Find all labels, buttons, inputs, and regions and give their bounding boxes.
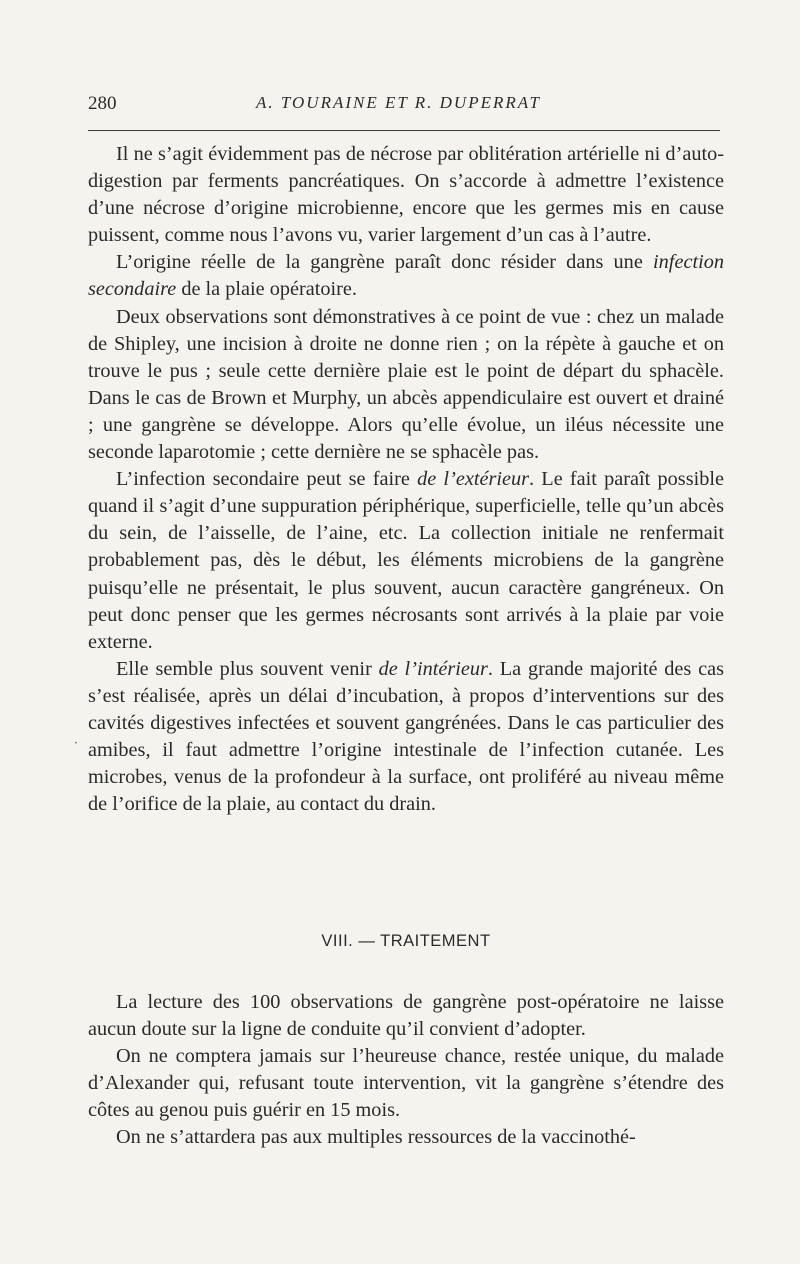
body-text: [88, 141, 724, 818]
paragraph: Elle semble plus souvent venir de l’intérieur. La grande majorité des cas s’est réalisée, après un délai d’incubation, à propos d’interventions sur des cavités digestives infectées et souvent gangrénées. Dans le cas particulier des amibes, il faut admettre l’origine intestinale de l’infection cutanée. Les microbes, venus de la profondeur à la surface, ont proliféré au niveau même de l’orifice de la plaie, au contact du drain.: [88, 657, 725, 816]
margin-mark: ·: [74, 736, 78, 750]
body-text-section-8: [88, 989, 724, 1152]
paragraph: Deux observations sont démonstratives à ce point de vue : chez un malade de Shipley, une incision à droite ne donne rien ; on la répète à gauche et on trouve le pus ; seule cette dernière plaie est le point de départ du sphacèle. Dans le cas de Brown et Murphy, un abcès appendiculaire est ouvert et drainé ; une gangrène se développe. Alors qu’elle évolue, un iléus nécessite une seconde laparotomie ; cette dernière ne se sphacèle pas.: [88, 305, 724, 464]
paragraph: La lecture des 100 observations de gangrène post-opératoire ne laisse aucun doute sur la ligne de conduite qu’il convient d’adopter.: [88, 991, 724, 1041]
page-header: [88, 93, 720, 119]
paragraph: L’infection secondaire peut se faire de l’extérieur. Le fait paraît possible quand il s’agit d’une suppuration périphérique, superficielle, telle qu’un abcès du sein, de l’aisselle, de l’aine, etc. La collection initiale ne renfermait probablement pas, dès le début, les éléments microbiens de la gangrène puisqu’elle ne présentait, le plus souvent, aucun caractère gangréneux. On peut donc penser que les germes nécrosants sont arrivés à la plaie par voie externe.: [88, 468, 724, 653]
paragraph: On ne comptera jamais sur l’heureuse chance, restée unique, du malade d’Alexander qui, refusant toute intervention, vit la gangrène s’étendre des côtes au genou puis guérir en 15 mois.: [88, 1045, 724, 1122]
page-number: 280: [88, 93, 117, 114]
section-heading: VIII. — TRAITEMENT: [321, 932, 491, 950]
running-head: A. TOURAINE ET R. DUPERRAT: [256, 93, 541, 112]
header-rule: [88, 130, 720, 131]
paragraph: Il ne s’agit évidemment pas de nécrose par oblitération artérielle ni d’auto-digestion par ferments pancréatiques. On s’accorde à admettre l’existence d’une nécrose d’origine microbienne, encore que les germes mis en cause puissent, comme nous l’avons vu, varier largement d’un cas à l’autre.: [88, 143, 724, 247]
paragraph: L’origine réelle de la gangrène paraît donc résider dans une infection secondaire de la plaie opératoire.: [88, 251, 724, 301]
paragraph: On ne s’attardera pas aux multiples ressources de la vaccinothé-: [116, 1126, 636, 1149]
